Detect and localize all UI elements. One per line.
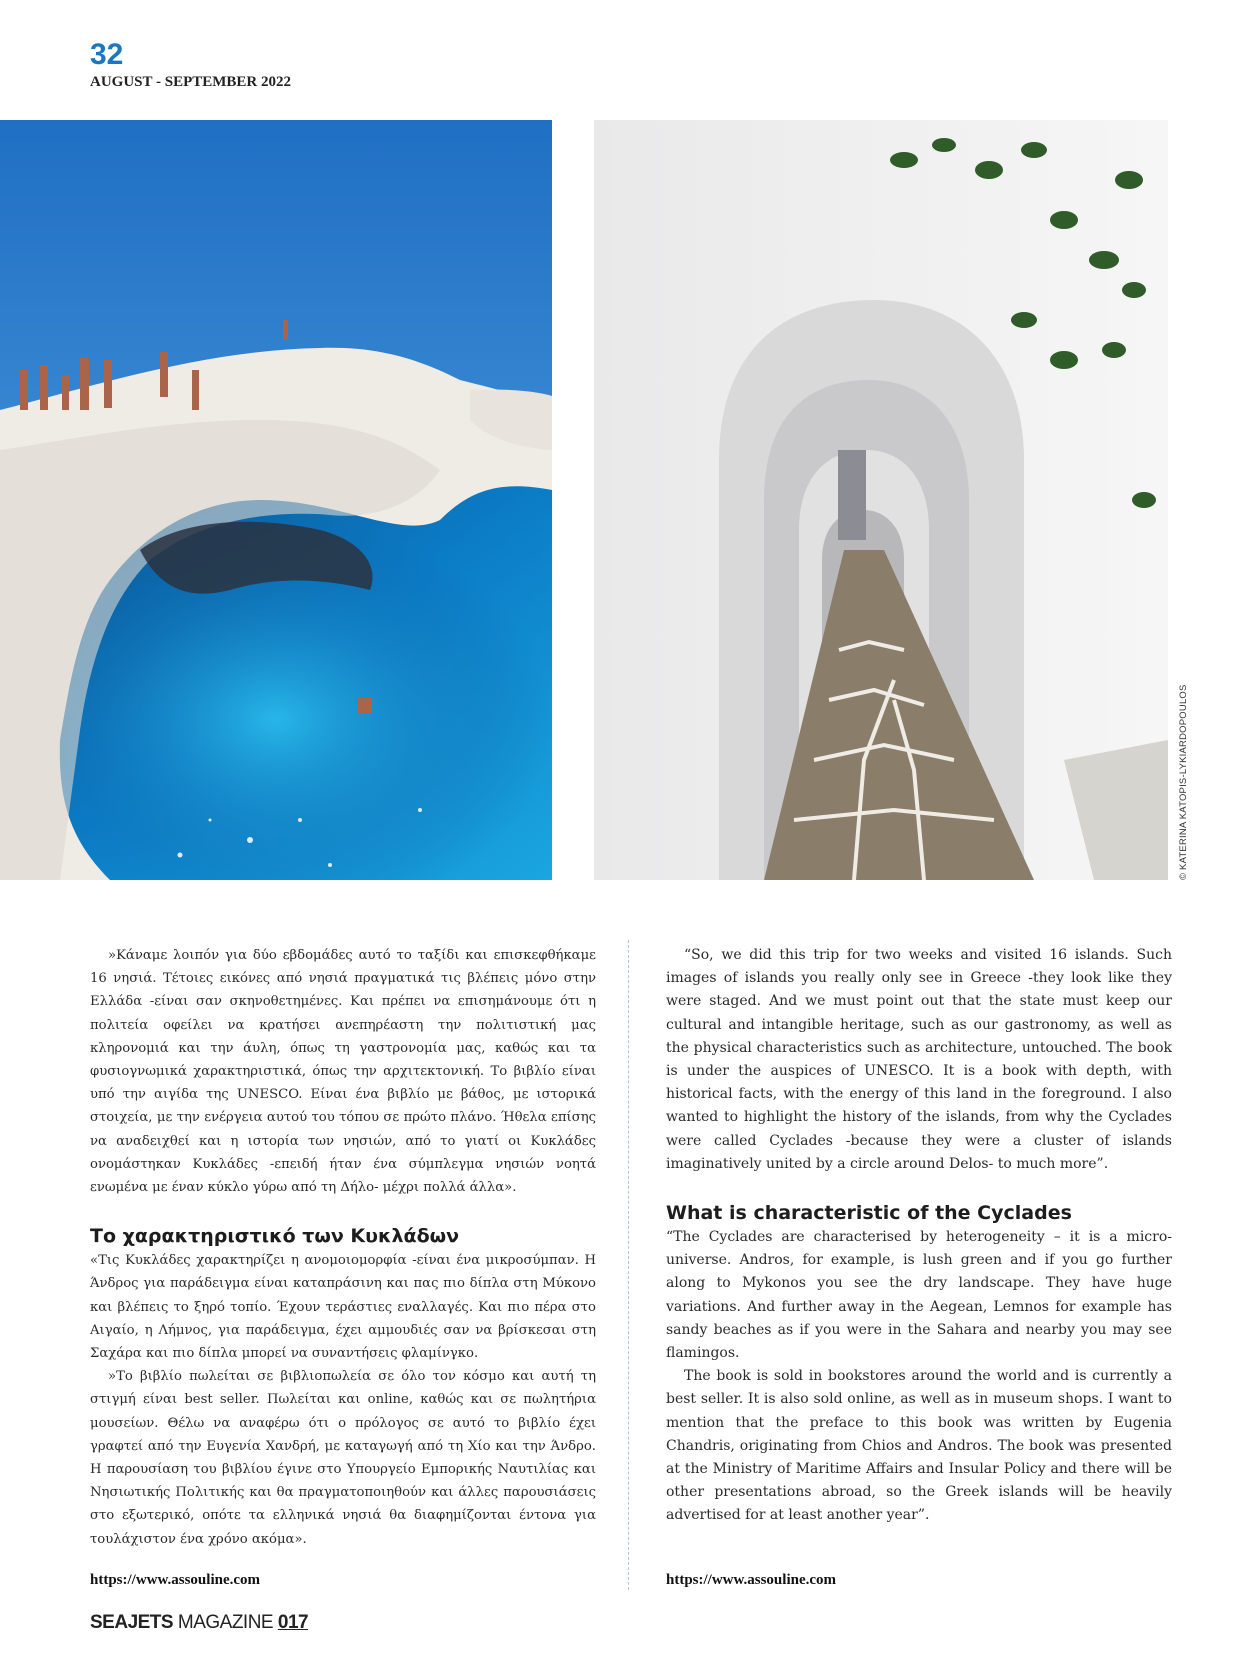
greek-column	[90, 944, 596, 1551]
english-intro-paragraph: “So, we did this trip for two weeks and visited 16 islands. Such images of islands you really only see in Greece -they look like they were staged. And we must point out that the state must keep our cultural and intangible heritage, such as our gastronomy, as well as the physical characteristics such as architecture, untouched. The book is under the auspices of UNESCO. It is a book with depth, with historical facts, with the energy of this land in the foreground. I also wanted to highlight the history of the islands, from why the Cyclades were called Cyclades -because they were a cluster of islands imaginatively united by a circle around Delos- to much more”.	[666, 947, 1172, 1172]
photo-white-rocks-sea	[0, 120, 552, 880]
english-paragraph: “The Cyclades are characterised by heterogeneity – it is a micro-universe. Andros, for example, is lush green and if you go further along to Mykonos you see the dry landscape. They have huge variations. And further away in the Aegean, Lemnos for example has sandy beaches as if you were in the Sahara and nearby you may see flamingos.	[666, 1229, 1172, 1362]
website-link[interactable]: https://www.assouline.com	[666, 1572, 837, 1588]
english-column	[666, 944, 1172, 1528]
column-divider	[628, 940, 629, 1590]
english-paragraph: The book is sold in bookstores around the world and is currently a best seller. It is also sold online, as well as in museum shops. I want to mention that the preface to this book was written by Eugenia Chandris, originating from Chios and Andros. The book was presented at the Ministry of Maritime Affairs and Insular Policy and there will be other presentations abroad, so the Greek islands will be heavily advertised for at least another year”.	[666, 1368, 1172, 1524]
greek-intro-paragraph: »Κάναμε λοιπόν για δύο εβδομάδες αυτό το ταξίδι και επισκεφθήκαμε 16 νησιά. Τέτοιες εικόνες από νησιά πραγματικά τις βλέπεις μόνο στην Ελλάδα -είναι σαν σκηνοθετημένες. Και πρέπει να επισημάνουμε ότι η πολιτεία οφείλει να κρατήσει ανεπηρέαστη την πολιτιστική μας κληρονομιά και την άυλη, όπως τη γαστρονομία μας, καθώς και τα φυσιογνωμικά χαρακτηριστικά, όπως την αρχιτεκτονική. Το βιβλίο είναι υπό την αιγίδα της UNESCO. Είναι ένα βιβλίο με βάθος, με ιστορικά στοιχεία, με την ενέργεια αυτού του τόπου σε πρώτο πλάνο. Ήθελα επίσης να αναδειχθεί και η ιστορία των νησιών, από το γιατί οι Κυκλάδες ονομάστηκαν Κυκλάδες -επειδή ήταν ένα σύμπλεγμα νησιών νοητά ενωμένα με έναν κύκλο γύρω από τη Δήλο- μέχρι πολλά άλλα».	[90, 948, 596, 1196]
magazine-logo	[90, 1612, 308, 1634]
greek-paragraph: «Τις Κυκλάδες χαρακτηρίζει η ανομοιομορφία -είναι ένα μικροσύμπαν. Η Άνδρος για παράδειγμα είναι καταπράσινη και πας πιο δίπλα στη Μύκονο και βλέπεις το ξηρό τοπίο. Έχουν τεράστιες εναλλαγές. Και πιο πέρα στο Αιγαίο, η Λήμνος, για παράδειγμα, έχει αμμουδιές σαν να βρίσκεσαι στη Σαχάρα και πιο δίπλα μπορεί να συναντήσεις φλαμίνγκο.	[90, 1253, 596, 1362]
english-section-heading: What is characteristic of the Cyclades	[666, 1202, 1072, 1225]
issue-date: AUGUST - SEPTEMBER 2022	[90, 74, 292, 90]
magazine-word: MAGAZINE	[177, 1612, 274, 1633]
brand-name: SEAJETS	[90, 1612, 174, 1633]
photo-arched-passageway	[594, 120, 1168, 880]
greek-paragraph: »Το βιβλίο πωλείται σε βιβλιοπωλεία σε όλο τον κόσμο και αυτή τη στιγμή είναι best seller. Πωλείται και online, καθώς και σε πωλητήρια μουσείων. Θέλω να αναφέρω ότι ο πρόλογος σε αυτό το βιβλίο έχει γραφτεί από την Ευγενία Χανδρή, με καταγωγή από τη Χίο και την Άνδρο. Η παρουσίαση του βιβλίου έγινε στο Υπουργείο Εμπορικής Ναυτιλίας και Νησιωτικής Πολιτικής και θα πραγματοποιηθούν και άλλες παρουσιάσεις στο εξωτερικό, οπότε τα ελληνικά νησιά θα διαφημίζονται έντονα για τουλάχιστον ένα χρόνο ακόμα».	[90, 1369, 596, 1547]
page-number: 32	[90, 38, 124, 71]
photo-credit: © KATERINA KATOPIS-LYKIARDOPOULOS	[1178, 684, 1189, 880]
issue-number: 017	[277, 1612, 309, 1633]
page-header	[90, 40, 291, 91]
website-link[interactable]: https://www.assouline.com	[90, 1572, 261, 1588]
greek-section-heading: Το χαρακτηριστικό των Κυκλάδων	[90, 1225, 460, 1248]
